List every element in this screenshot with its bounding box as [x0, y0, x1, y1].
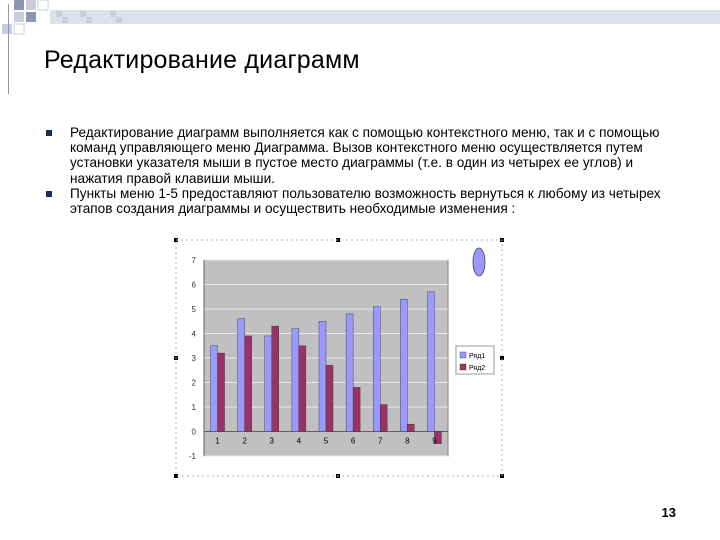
y-tick-label: -1: [188, 452, 196, 461]
bar-Ряд1: [319, 321, 326, 431]
legend-label: Ряд2: [469, 365, 486, 372]
y-tick-label: 2: [191, 378, 196, 388]
y-tick-label: 3: [191, 354, 196, 363]
bar-Ряд2: [326, 365, 333, 431]
bar-Ряд2: [353, 387, 360, 431]
bar-Ряд1: [346, 314, 353, 432]
slide-title: Редактирование диаграмм: [44, 46, 360, 74]
title-accent-line: [8, 4, 9, 94]
legend-swatch: [460, 352, 466, 358]
x-tick-label: 5: [323, 436, 329, 446]
x-tick-label: 6: [350, 436, 356, 446]
y-tick-label: 5: [191, 305, 196, 314]
bullet-list: [44, 125, 684, 216]
x-tick-label: 9: [432, 436, 437, 446]
bar-Ряд2: [218, 353, 225, 431]
y-tick-label: 4: [191, 329, 196, 339]
header-band: [50, 10, 720, 24]
deco-square: [26, 12, 36, 22]
bar-Ряд2: [407, 424, 414, 431]
bar-Ряд2: [272, 326, 279, 431]
bar-Ряд2: [299, 346, 306, 432]
header-decoration: [0, 0, 720, 40]
bar-Ряд1: [373, 307, 380, 432]
x-tick-label: 3: [269, 436, 275, 446]
y-tick-label: 1: [191, 403, 196, 412]
x-tick-label: 7: [377, 436, 383, 446]
deco-square: [14, 24, 24, 34]
deco-square: [26, 0, 36, 10]
bar-Ряд1: [211, 346, 218, 432]
legend-swatch: [460, 364, 466, 370]
bullet-square-icon: [46, 130, 52, 136]
bullet-text: Редактирование диаграмм выполняется как с помощью контекстного меню, так и с помощью команд управляющего меню Диаграмма. Вызов контекстного меню осуществляется путем установки указателя мыши в пустое место диаграммы (т.е. в один из четырех ее углов) и нажатия правой клавиши мыши.: [70, 125, 660, 186]
x-tick-label: 8: [405, 436, 410, 446]
bar-Ряд1: [265, 336, 272, 432]
deco-square: [2, 24, 12, 34]
bar-Ряд2: [380, 405, 387, 432]
oval-shape: [473, 248, 485, 276]
bar-Ряд1: [427, 292, 434, 432]
bullet-item: [44, 186, 684, 216]
bar-Ряд2: [245, 336, 252, 432]
legend-label: Ряд1: [469, 353, 486, 360]
deco-square: [14, 0, 24, 10]
y-tick-label: 7: [191, 256, 196, 265]
bullet-text: Пункты меню 1-5 предоставляют пользователю возможность вернуться к любому из четырех этапов создания диаграммы и осуществить необходимые изменения :: [70, 185, 661, 217]
bullet-item: [44, 125, 684, 186]
bar-chart[interactable]: [166, 238, 506, 480]
x-tick-label: 1: [215, 436, 220, 446]
bar-Ряд1: [400, 299, 407, 431]
bullet-square-icon: [46, 191, 52, 197]
x-tick-label: 2: [242, 436, 247, 446]
bar-Ряд1: [292, 329, 299, 432]
chart-object[interactable]: [166, 238, 506, 480]
y-tick-label: 6: [191, 280, 196, 290]
deco-square: [38, 0, 48, 10]
bar-Ряд1: [238, 319, 245, 432]
x-tick-label: 4: [296, 436, 302, 446]
y-tick-label: 0: [191, 427, 196, 437]
deco-square: [14, 12, 24, 22]
page-number: 13: [661, 505, 676, 520]
